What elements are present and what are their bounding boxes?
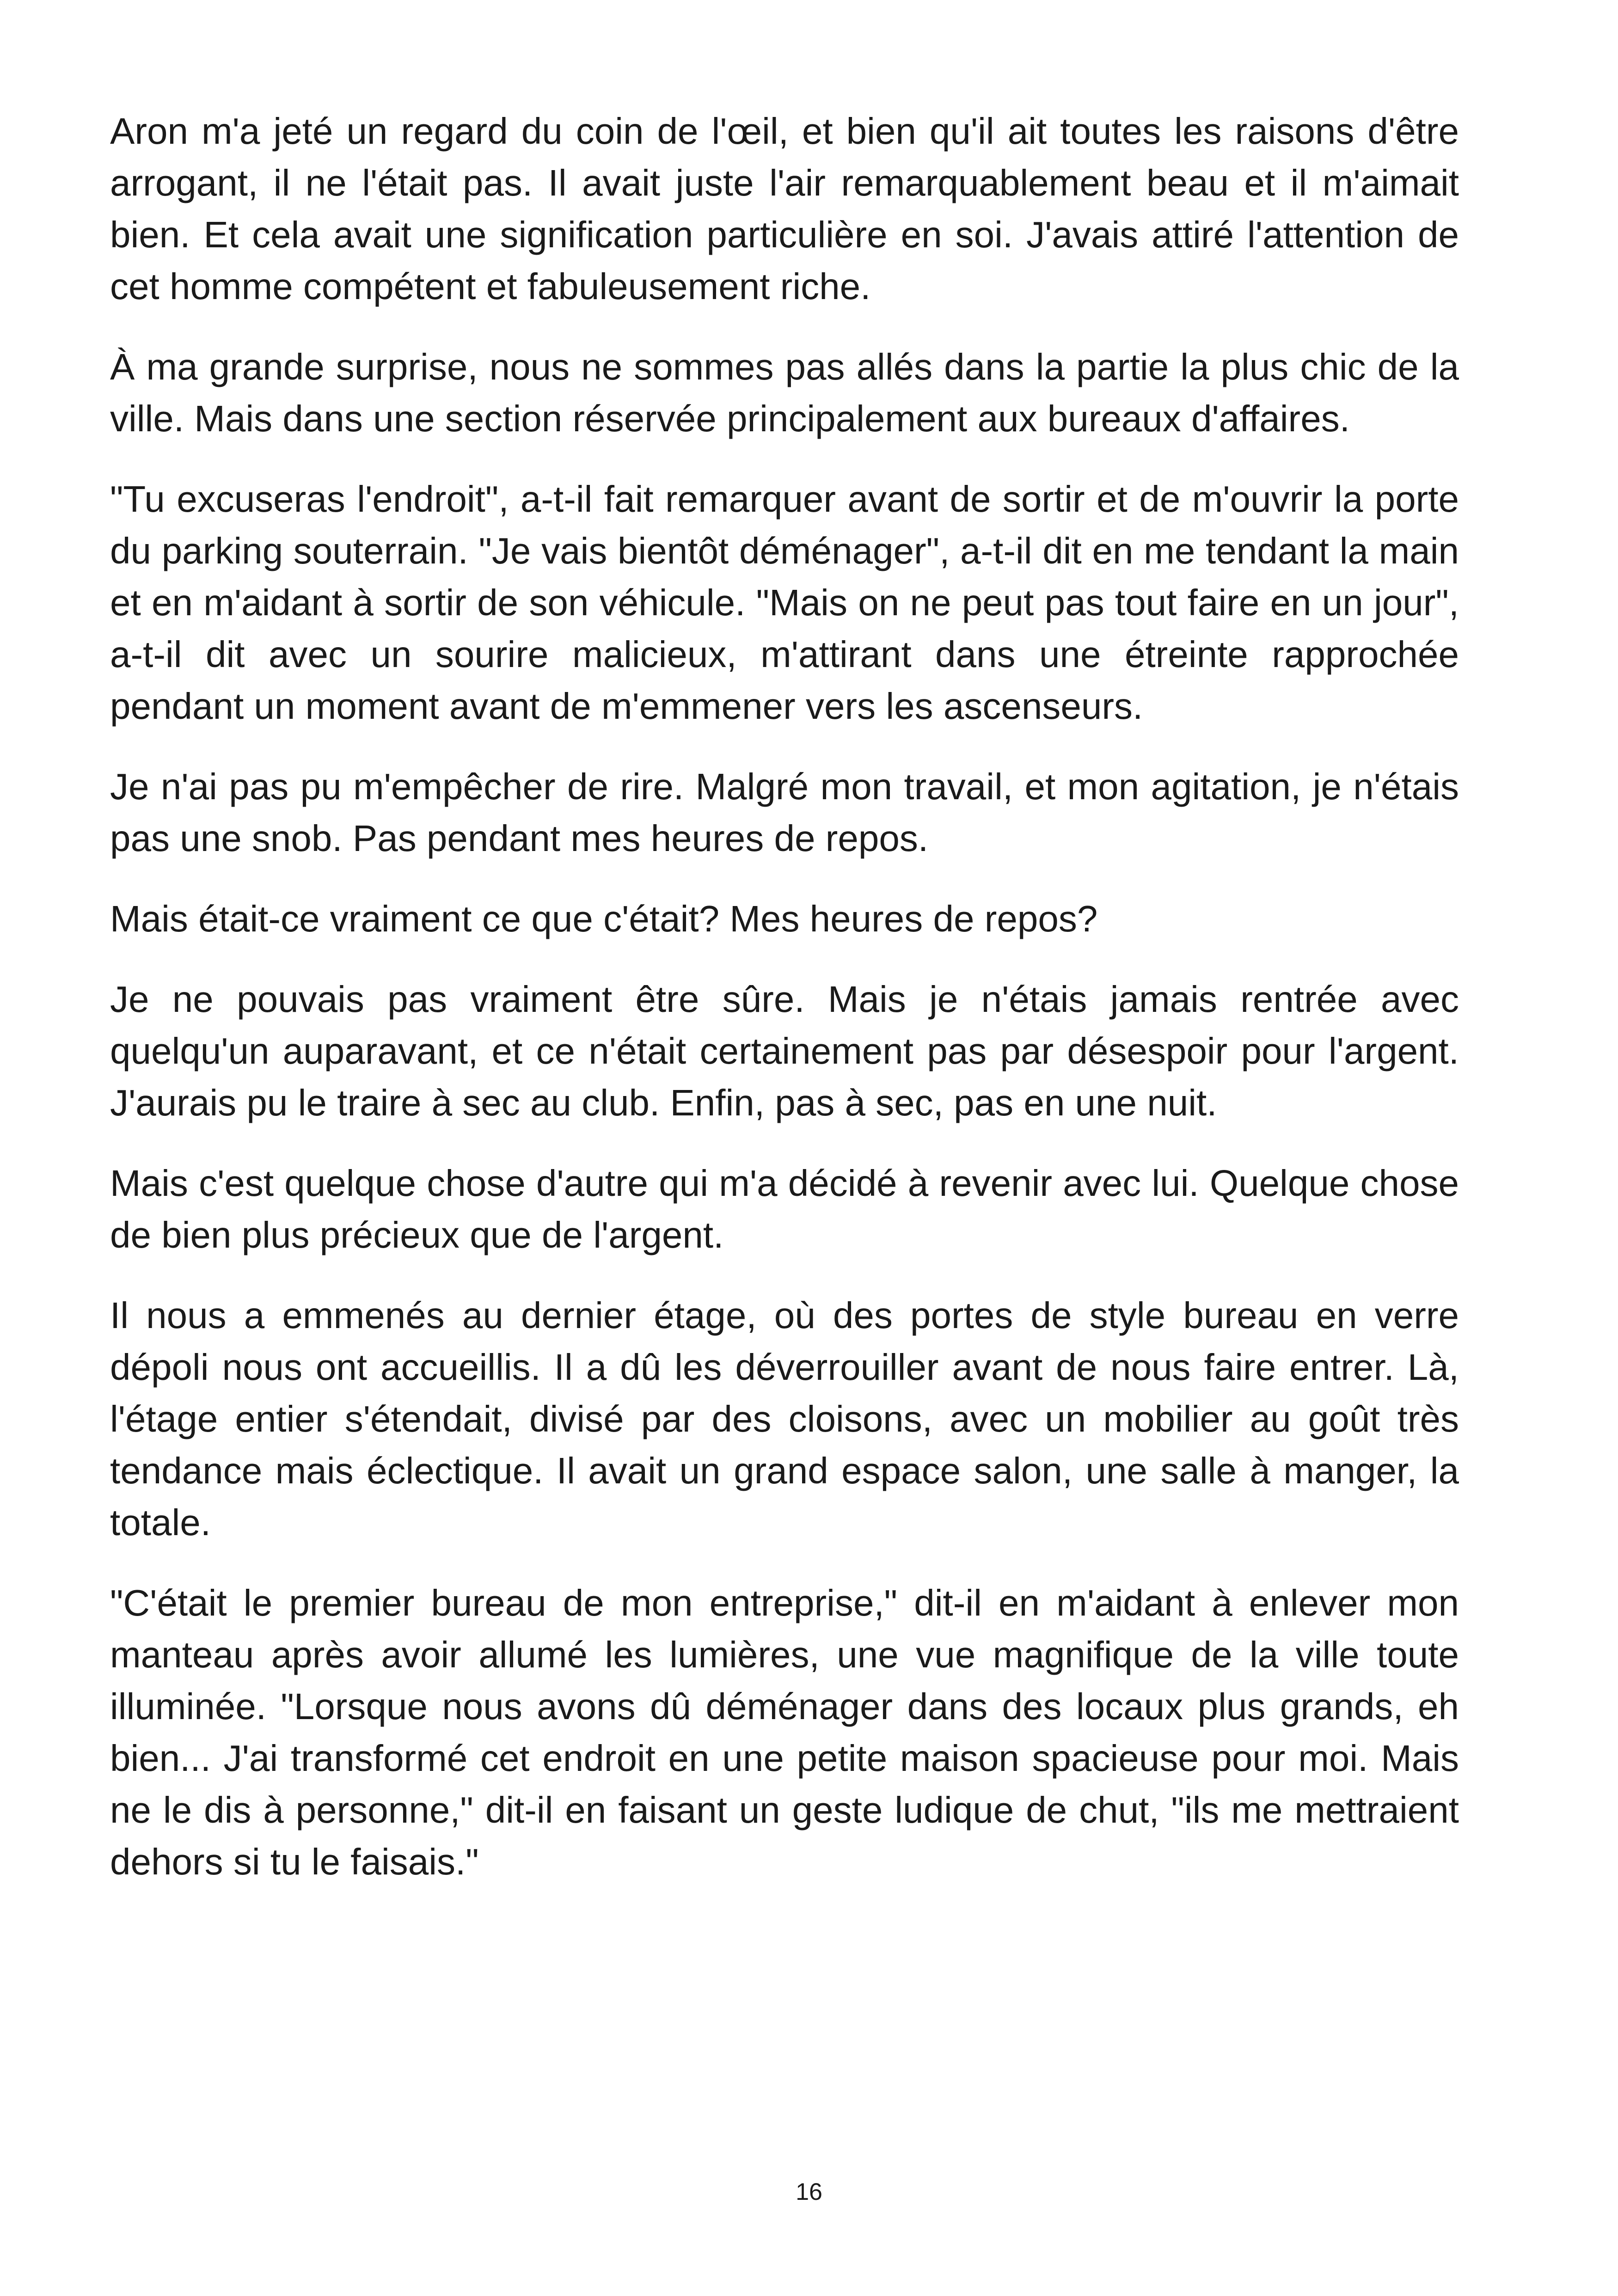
paragraph-4: Je n'ai pas pu m'empêcher de rire. Malgré mon travail, et mon agitation, je n'étais pas une snob. Pas pendant mes heures de repos.	[110, 766, 1459, 859]
paragraph-6: Je ne pouvais pas vraiment être sûre. Mais je n'étais jamais rentrée avec quelqu'un auparavant, et ce n'était certainement pas par désespoir pour l'argent. J'aurais pu le traire à sec au club. Enfin, pas à sec, pas en une nuit.	[110, 979, 1459, 1123]
body-text	[110, 105, 1459, 1916]
paragraph-5: Mais était-ce vraiment ce que c'était? Mes heures de repos?	[110, 898, 1098, 939]
paragraph-9: "C'était le premier bureau de mon entreprise," dit-il en m'aidant à enlever mon manteau après avoir allumé les lumières, une vue magnifique de la ville toute illuminée. "Lorsque nous avons dû déménager dans des locaux plus grands, eh bien... J'ai transformé cet endroit en une petite maison spacieuse pour moi. Mais ne le dis à personne," dit-il en faisant un geste ludique de chut, "ils me mettraient dehors si tu le faisais."	[110, 1582, 1459, 1882]
paragraph-1: Aron m'a jeté un regard du coin de l'œil, et bien qu'il ait toutes les raisons d'être arrogant, il ne l'était pas. Il avait juste l'air remarquablement beau et il m'aimait bien. Et cela avait une signification particulière en soi. J'avais attiré l'attention de cet homme compétent et fabuleusement riche.	[110, 110, 1459, 307]
paragraph-8: Il nous a emmenés au dernier étage, où des portes de style bureau en verre dépoli nous ont accueillis. Il a dû les déverrouiller avant de nous faire entrer. Là, l'étage entier s'étendait, divisé par des cloisons, avec un mobilier au goût très tendance mais éclectique. Il avait un grand espace salon, une salle à manger, la totale.	[110, 1295, 1459, 1543]
paragraph-3: "Tu excuseras l'endroit", a-t-il fait remarquer avant de sortir et de m'ouvrir la porte du parking souterrain. "Je vais bientôt déménager", a-t-il dit en me tendant la main et en m'aidant à sortir de son véhicule. "Mais on ne peut pas tout faire en un jour", a-t-il dit avec un sourire malicieux, m'attirant dans une étreinte rapprochée pendant un moment avant de m'emmener vers les ascenseurs.	[110, 478, 1459, 727]
page-number: 16	[796, 2179, 822, 2205]
paragraph-2: À ma grande surprise, nous ne sommes pas allés dans la partie la plus chic de la ville. Mais dans une section réservée principalement aux bureaux d'affaires.	[110, 346, 1459, 439]
paragraph-7: Mais c'est quelque chose d'autre qui m'a décidé à revenir avec lui. Quelque chose de bien plus précieux que de l'argent.	[110, 1163, 1459, 1255]
